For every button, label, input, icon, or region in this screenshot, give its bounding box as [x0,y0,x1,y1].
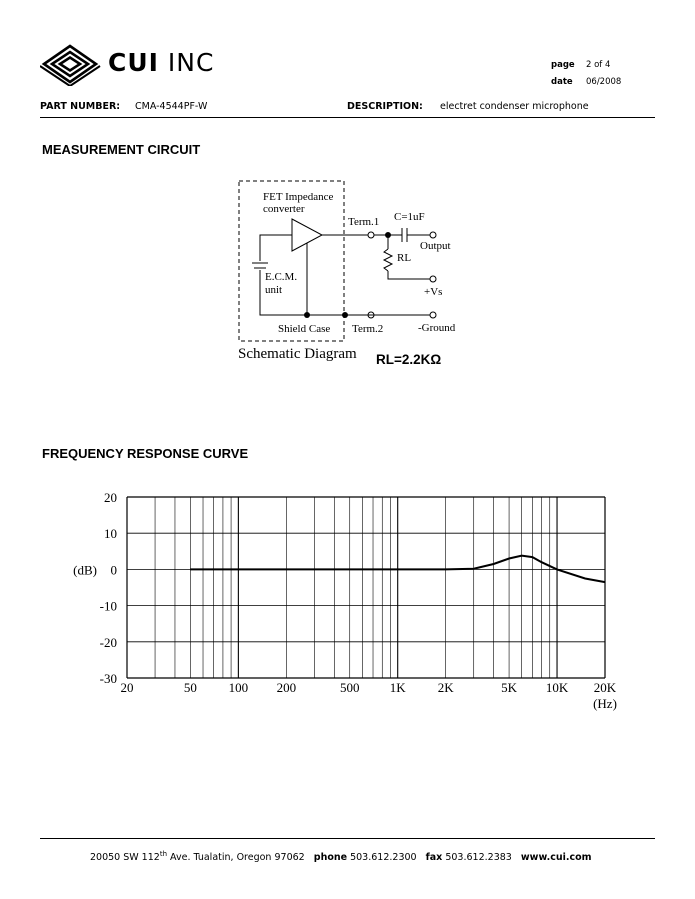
shield-case-label: Shield Case [278,323,331,335]
frequency-response-title: FREQUENCY RESPONSE CURVE [42,446,249,461]
company-name [108,48,214,77]
x-axis-label: (Hz) [593,696,617,711]
vs-label: +Vs [424,286,443,298]
y-axis-label: (dB) [73,562,97,578]
schematic-diagram [230,175,490,350]
x-tick-label: 50 [183,680,197,695]
rl-label: RL [397,252,412,264]
description-label: DESCRIPTION: [347,101,423,112]
x-tick-label: 200 [276,680,297,695]
footer-fax-label: fax [425,852,443,864]
part-number-label: PART NUMBER: [40,101,121,112]
footer-phone-value: 503.612.2300 [350,852,417,864]
fet-label-line2: converter [263,203,305,215]
cui-logo [40,40,250,86]
footer-address-sup: th [159,850,168,858]
company-name-rest: INC [167,48,215,77]
cui-logo-mark-icon [40,40,104,86]
frequency-response-chart [0,480,695,720]
ecm-label-line2: unit [265,284,283,296]
footer-fax-value: 503.612.2383 [445,852,512,864]
footer-divider [40,838,655,839]
schematic-caption: Schematic Diagram [238,346,357,362]
y-tick-label: 20 [104,490,117,505]
footer-address-post: Ave. Tualatin, Oregon 97062 [167,852,305,864]
company-name-bold: CUI [108,48,159,77]
ecm-symbol-icon [252,263,268,268]
x-tick-label: 2K [437,680,454,695]
y-tick-label: -20 [99,634,117,650]
x-tick-label: 500 [339,680,360,695]
part-number-value: CMA-4544PF-W [135,101,208,112]
footer-address-pre: 20050 SW 112 [90,852,160,864]
resistor-icon [384,249,392,271]
term1-label: Term.1 [348,216,380,228]
y-tick-label: 0 [110,562,117,578]
x-tick-label: 20 [120,680,134,695]
x-tick-label: 20K [593,680,617,695]
measurement-circuit-title: MEASUREMENT CIRCUIT [42,142,201,157]
footer-website[interactable]: www.cui.com [520,852,592,864]
x-tick-label: 1K [389,680,406,695]
y-tick-label: -10 [99,598,117,614]
description-value: electret condenser microphone [440,101,589,112]
y-tick-label: 10 [104,526,117,542]
date-value: 06/2008 [586,77,622,87]
ground-label: -Ground [418,322,456,334]
page-label: page [551,60,575,70]
capacitor-icon [402,228,407,242]
rl-value: RL=2.2KΩ [376,352,442,367]
header-divider [40,117,655,118]
x-tick-label: 100 [228,680,249,695]
term2-label: Term.2 [352,323,384,335]
fet-label-line1: FET Impedance [263,191,334,203]
y-tick-label: -30 [99,671,117,686]
capacitor-label: C=1uF [394,211,425,223]
x-tick-label: 5K [501,680,518,695]
date-label: date [551,77,573,87]
x-tick-label: 10K [545,680,569,695]
ecm-label-line1: E.C.M. [265,271,298,283]
footer-contact [90,850,592,863]
page-value: 2 of 4 [586,60,611,70]
footer-phone-label: phone [313,852,348,864]
output-label: Output [420,240,451,252]
